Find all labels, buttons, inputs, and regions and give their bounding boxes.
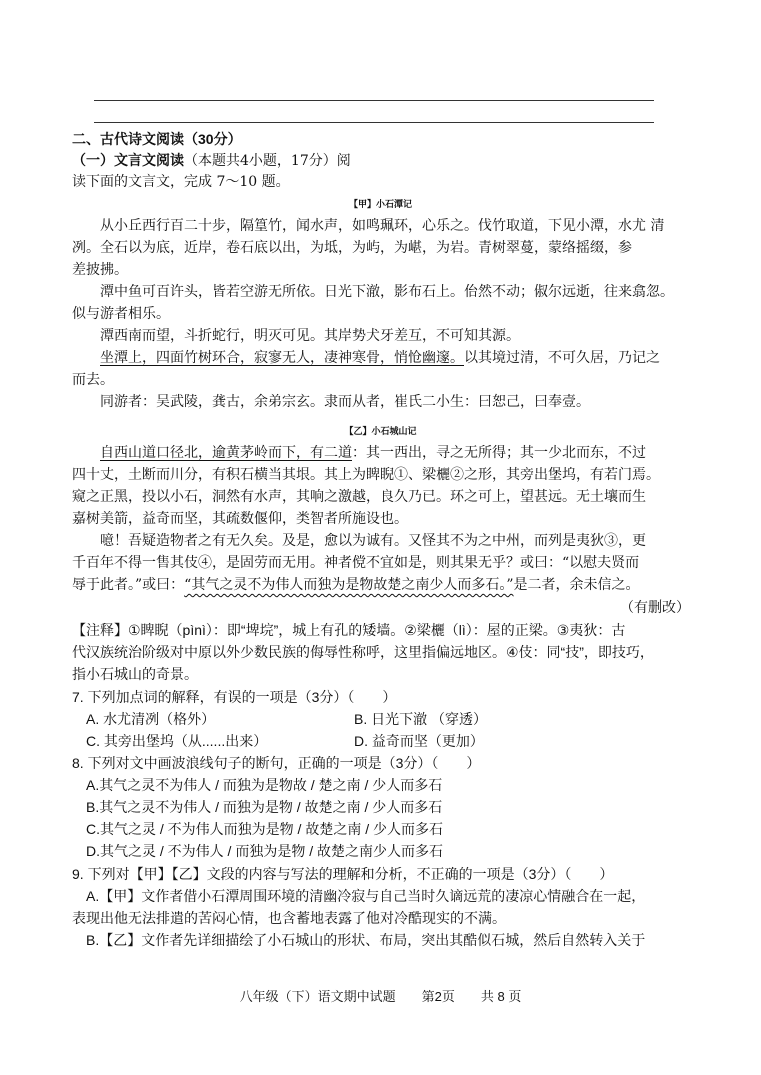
question-7-option-c: C. 其旁出堡坞（从......出来） [86, 733, 268, 749]
annotation-line: 代汉族统治阶级对中原以外少数民族的侮辱性称呼，这里指偏远地区。④伎：同“技”，即技巧， [72, 644, 654, 660]
question-8-stem: 8. 下列对文中画波浪线句子的断句，正确的一项是（3分）（ ） [72, 755, 481, 771]
question-7-option-a: A. 水尤清冽（格外） [86, 711, 216, 727]
question-7-option-d: D. 益奇而坚（更加） [354, 733, 484, 749]
passage-b-line: 窥之正黑，投以小石，洞然有水声，其响之激越，良久乃已。环之可上，望甚远。无土壤而生 [72, 489, 646, 505]
passage-a-underlined-line [100, 348, 660, 368]
underlined-sentence: 坐潭上，四面竹树环合，寂寥无人，凄神寒骨，悄怆幽邃。 [100, 350, 464, 366]
passage-a-line-rest: 以其境过清，不可久居，乃记之 [464, 350, 660, 366]
source-note: （有删改） [620, 600, 690, 616]
annotation-line: 【注释】①睥睨（pìnì）：即“埤垸”，城上有孔的矮墙。②梁欐（lì）：屋的正梁。③夷狄：古 [72, 622, 626, 638]
wavy-line-post: 是二者，余未信之。 [513, 577, 640, 593]
passage-b-line: 噫！吾疑造物者之有无久矣。及是，愈以为诚有。又怪其不为之中州，而列是夷狄③，更 [100, 533, 646, 549]
wavy-line-pre: 辱于此者。”或曰： [72, 577, 185, 593]
passage-a-line: 而去。 [72, 372, 114, 388]
passage-a-line: 冽。全石以为底，近岸，卷石底以出，为坻，为屿，为嵁，为岩。青树翠蔓，蒙络摇缀，参 [72, 240, 632, 256]
passage-a-line: 差披拂。 [72, 262, 128, 278]
question-8-option-c: C.其气之灵 / 不为伟人而独为是物 / 故楚之南 / 少人而多石 [86, 821, 444, 837]
question-8-option-b: B.其气之灵不为伟人 / 而独为是物 / 故楚之南 / 少人而多石 [86, 799, 443, 815]
question-8-option-a: A.其气之灵不为伟人 / 而独为是物故 / 楚之南 / 少人而多石 [86, 777, 443, 793]
passage-b-underlined-line [100, 443, 646, 463]
passage-a-title: 【甲】小石潭记 [348, 199, 412, 209]
passage-a-companions: 同游者：吴武陵，龚古，余弟宗玄。隶而从者，崔氏二小生：曰恕己，曰奉壹。 [100, 394, 590, 410]
sub-heading-bold: （一）文言文阅读 [72, 152, 184, 168]
question-7-stem: 7. 下列加点词的解释，有误的一项是（3分）（ ） [72, 689, 397, 705]
underlined-sentence: 自西山道口径北，逾黄茅岭而下，有二道 [100, 445, 352, 461]
question-9-option-a-cont: 表现出他无法排遣的苦闷心情，也含蓄地表露了他对冷酷现实的不满。 [72, 910, 506, 926]
passage-b-title: 【乙】小石城山记 [344, 426, 417, 436]
answer-line-2 [94, 122, 654, 123]
passage-a-line: 似与游者相乐。 [72, 306, 170, 322]
passage-a-line: 从小丘西行百二十步，隔篁竹，闻水声，如鸣珮环，心乐之。伐竹取道，下见小潭，水尤 清 [100, 218, 665, 234]
passage-b-line: 四十丈，土断而川分，有积石横当其垠。其上为睥睨①、梁欐②之形，其旁出堡坞，有若门焉。 [72, 467, 660, 483]
question-9-stem: 9. 下列对【甲】【乙】文段的内容与写法的理解和分析，不正确的一项是（3分）（ ） [72, 866, 614, 882]
passage-b-line: 嘉树美箭，益奇而坚，其疏数偃仰，类智者所施设也。 [72, 511, 408, 527]
page-footer: 八年级（下）语文期中试题 第2页 共 8 页 [239, 989, 522, 1004]
passage-b-line-rest: ：其一西出，寻之无所得；其一少北而东，不过 [352, 445, 646, 461]
passage-a-line: 潭西南而望，斗折蛇行，明灭可见。其岸势犬牙差互，不可知其源。 [100, 328, 520, 344]
question-9-option-b: B.【乙】文作者先详细描绘了小石城山的形状、布局，突出其酷似石城，然后自然转入关于 [86, 932, 646, 948]
question-9-option-a: A.【甲】文作者借小石潭周围环境的清幽冷寂与自己当时久谪远荒的凄凉心情融合在一起， [86, 888, 646, 904]
passage-b-line: 千百年不得一售其伎④，是固劳而无用。神者傥不宜如是，则其果无乎？或曰：“以慰夫贤而 [72, 555, 640, 571]
sub-heading-rest: （本题共4小题，17分）阅 [184, 153, 351, 169]
annotation-line: 指小石城山的奇景。 [72, 666, 198, 682]
passage-b-wavy-line [72, 575, 640, 595]
instruction: 读下面的文言文，完成 7～10 题。 [72, 174, 290, 190]
question-8-option-d: D.其气之灵 / 不为伟人 / 而独为是物 / 故楚之南少人而多石 [86, 843, 444, 859]
question-7-option-b: B. 日光下澈 （穿透） [354, 711, 488, 727]
wavy-underlined-sentence: “其气之灵不为伟人而独为是物故楚之南少人而多石。” [184, 577, 514, 593]
passage-a-line: 潭中鱼可百许头，皆若空游无所依。日光下澈，影布石上。佁然不动；俶尔远逝，往来翕忽。 [100, 284, 674, 300]
answer-line-1 [94, 100, 654, 101]
sub-heading [72, 150, 351, 171]
section-heading: 二、古代诗文阅读（30分） [72, 131, 242, 147]
